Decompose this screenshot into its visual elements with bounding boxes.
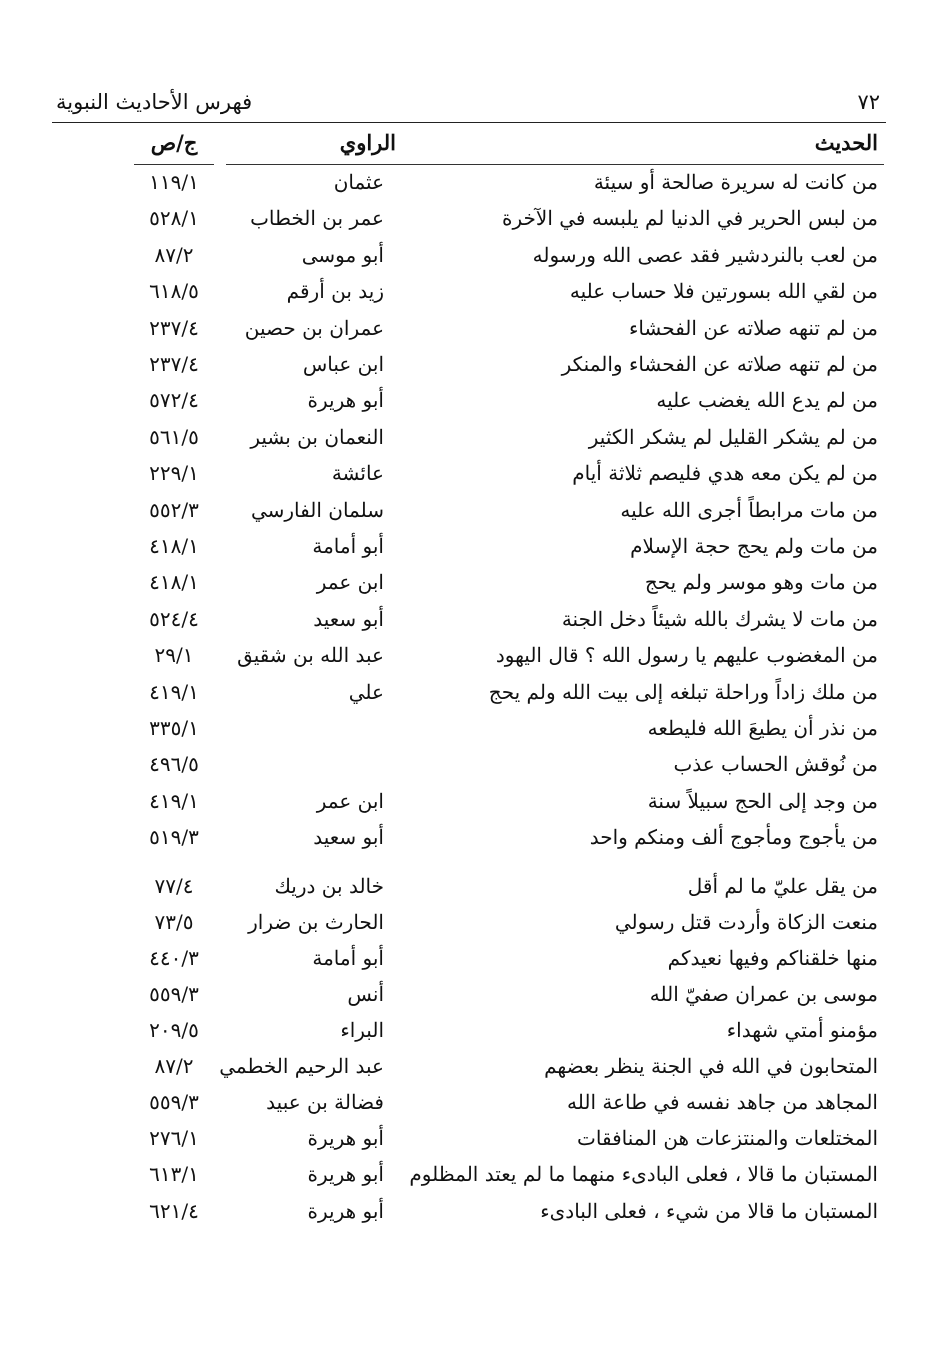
hadith-text: من لقي الله بسورتين فلا حساب عليه	[569, 279, 878, 304]
hadith-text: من مات مرابطاً أجرى الله عليه	[620, 497, 878, 522]
volume-page-ref: ٢٠٩/٥	[149, 1018, 199, 1042]
hadith-text: من مات ولم يحج حجة الإسلام	[630, 534, 878, 558]
rawi-name: خالد بن دريك	[274, 873, 384, 898]
rawi-name: أبو سعيد	[313, 606, 384, 631]
volume-page-ref: ٤١٩/١	[149, 679, 199, 704]
table-row	[0, 603, 946, 639]
rawi-name: أبو هريرة	[307, 1162, 384, 1187]
hadith-text: من لم يدع الله يغضب عليه	[656, 388, 878, 413]
hadith-text: من لم يشكر القليل لم يشكر الكثير	[588, 424, 878, 449]
table-row	[0, 712, 946, 748]
table-row	[0, 942, 946, 978]
volume-page-ref: ٦٢١/٤	[149, 1198, 199, 1223]
hadith-text: من لم تنهه صلاته عن الفحشاء والمنكر	[561, 352, 878, 376]
rawi-name: عبد الله بن شقيق	[237, 643, 384, 668]
table-row	[0, 1014, 946, 1050]
volume-page-ref: ٤٩٦/٥	[149, 752, 199, 777]
hadith-text: المختلعات والمنتزعات هن المنافقات	[577, 1126, 878, 1151]
table-row	[0, 906, 946, 942]
rawi-name: أنس	[347, 981, 384, 1006]
rawi-name: فضالة بن عبيد	[266, 1090, 384, 1115]
table-row	[0, 785, 946, 821]
hadith-text: من مات لا يشرك بالله شيئاً دخل الجنة	[561, 606, 878, 631]
table-row	[0, 384, 946, 420]
rawi-name: عائشة	[331, 461, 384, 486]
table-row	[0, 530, 946, 566]
hadith-text: من نذر أن يطيعَ الله فليطعه	[647, 716, 878, 740]
rawi-name: ابن عباس	[302, 352, 384, 376]
volume-page-ref: ٢٩/١	[154, 643, 194, 668]
volume-page-ref: ٥٢٨/١	[149, 206, 199, 231]
rawi-name: عمر بن الخطاب	[250, 206, 384, 231]
hadith-text: من لعب بالنردشير فقد عصى الله ورسوله	[532, 242, 878, 267]
rawi-name: عثمان	[333, 170, 384, 194]
hadith-text: من ملك زاداً وراحلة تبلغه إلى بيت الله ولم يحج	[488, 679, 878, 704]
hadith-text: من مات وهو موسر ولم يحج	[644, 570, 878, 595]
rawi-name: أبو هريرة	[307, 388, 384, 413]
hadith-text: من يأجوج ومأجوج ألف ومنكم واحد	[589, 825, 878, 850]
volume-page-ref: ٥٥٩/٣	[149, 1090, 199, 1115]
table-row	[0, 312, 946, 348]
hadith-text: من لم يكن معه هدي فليصم ثلاثة أيام	[572, 461, 878, 486]
table-row	[0, 1122, 946, 1158]
volume-page-ref: ٦١٣/١	[149, 1162, 199, 1187]
hadith-text: من نُوقش الحساب عذب	[673, 752, 878, 777]
table-row	[0, 748, 946, 784]
table-row	[0, 1050, 946, 1086]
volume-page-ref: ٨٧/٢	[154, 1054, 194, 1079]
rawi-name: أبو أمامة	[312, 945, 384, 970]
table-row	[0, 978, 946, 1014]
volume-page-ref: ٧٣/٥	[154, 909, 194, 934]
volume-page-ref: ٦١٨/٥	[149, 279, 199, 304]
rawi-name: ابن عمر	[316, 788, 384, 813]
rawi-name: النعمان بن بشير	[250, 424, 384, 449]
rawi-name: أبو موسى	[301, 242, 384, 267]
page-header	[52, 88, 886, 123]
rawi-name: البراء	[340, 1018, 384, 1042]
hadith-text: منعت الزكاة وأردت قتل رسولي	[614, 909, 878, 934]
volume-page-ref: ٥٧٢/٤	[149, 388, 199, 413]
table-row	[0, 676, 946, 712]
hadith-text: من لم تنهه صلاته عن الفحشاء	[628, 315, 878, 340]
hadith-text: المستبان ما قالا ، فعلى البادىء منهما ما لم يعتد المظلوم	[409, 1162, 878, 1187]
table-row	[0, 1158, 946, 1194]
rawi-name: سلمان الفارسي	[250, 497, 384, 522]
volume-page-ref: ٢٧٦/١	[149, 1126, 199, 1151]
volume-page-ref: ٤١٩/١	[149, 788, 199, 813]
table-row	[0, 566, 946, 602]
hadith-text: منها خلقناكم وفيها نعيدكم	[667, 945, 878, 970]
hadith-text: المتحابون في الله في الجنة ينظر بعضهم	[544, 1054, 878, 1079]
rawi-name: عبد الرحيم الخطمي	[219, 1054, 384, 1079]
volume-page-ref: ٥٥٩/٣	[149, 981, 199, 1006]
rawi-name: الحارث بن ضرار	[248, 909, 384, 934]
hadith-text: موسى بن عمران صفيّ الله	[649, 981, 878, 1006]
volume-page-ref: ٢٣٧/٤	[149, 315, 199, 340]
hadith-text: من المغضوب عليهم يا رسول الله ؟ قال اليهود	[495, 643, 878, 668]
table-row	[0, 870, 946, 906]
page-number: ٧٢	[857, 90, 880, 114]
table-row	[0, 639, 946, 675]
table-row	[0, 239, 946, 275]
rawi-name: زيد بن أرقم	[286, 279, 384, 304]
hadith-text: من كانت له سريرة صالحة أو سيئة	[593, 170, 878, 194]
table-row	[0, 421, 946, 457]
rawi-name: ابن عمر	[316, 570, 384, 595]
table-row	[0, 348, 946, 384]
hadith-text: من وجد إلى الحج سبيلاً سنة	[647, 788, 878, 813]
volume-page-ref: ٧٧/٤	[154, 873, 194, 898]
table-row	[0, 821, 946, 857]
column-header-ref: ج/ص	[134, 130, 214, 165]
table-row	[0, 494, 946, 530]
hadith-text: مؤمنو أمتي شهداء	[726, 1018, 878, 1042]
volume-page-ref: ٥٥٢/٣	[149, 497, 199, 522]
table-row	[0, 1195, 946, 1231]
volume-page-ref: ١١٩/١	[149, 170, 199, 194]
table-row	[0, 202, 946, 238]
volume-page-ref: ٣٣٥/١	[149, 716, 199, 740]
volume-page-ref: ٢٢٩/١	[149, 461, 199, 486]
rawi-name: أبو أمامة	[312, 534, 384, 558]
volume-page-ref: ٤١٨/١	[149, 570, 199, 595]
hadith-text: من يقل عليّ ما لم أقل	[687, 873, 878, 898]
volume-page-ref: ٥٦١/٥	[149, 424, 199, 449]
volume-page-ref: ٤٤٠/٣	[149, 945, 199, 970]
volume-page-ref: ٥٢٤/٤	[149, 606, 199, 631]
volume-page-ref: ٥١٩/٣	[149, 825, 199, 850]
table-row	[0, 457, 946, 493]
column-header-hadith: الحديث	[408, 130, 884, 165]
book-title: فهرس الأحاديث النبوية	[56, 90, 253, 114]
hadith-text: من لبس الحرير في الدنيا لم يلبسه في الآخرة	[502, 206, 878, 231]
table-row	[0, 166, 946, 202]
rawi-name: أبو هريرة	[307, 1126, 384, 1151]
table-row	[0, 1086, 946, 1122]
rawi-name: علي	[348, 679, 384, 704]
rawi-name: أبو هريرة	[307, 1198, 384, 1223]
volume-page-ref: ٢٣٧/٤	[149, 352, 199, 376]
volume-page-ref: ٤١٨/١	[149, 534, 199, 558]
hadith-text: المجاهد من جاهد نفسه في طاعة الله	[567, 1090, 878, 1115]
rawi-name: عمران بن حصين	[244, 315, 384, 340]
hadith-text: المستبان ما قالا من شيء ، فعلى البادىء	[540, 1198, 878, 1223]
column-header-rawi: الراوي	[226, 130, 414, 165]
volume-page-ref: ٨٧/٢	[154, 242, 194, 267]
table-row	[0, 275, 946, 311]
rawi-name: أبو سعيد	[313, 825, 384, 850]
